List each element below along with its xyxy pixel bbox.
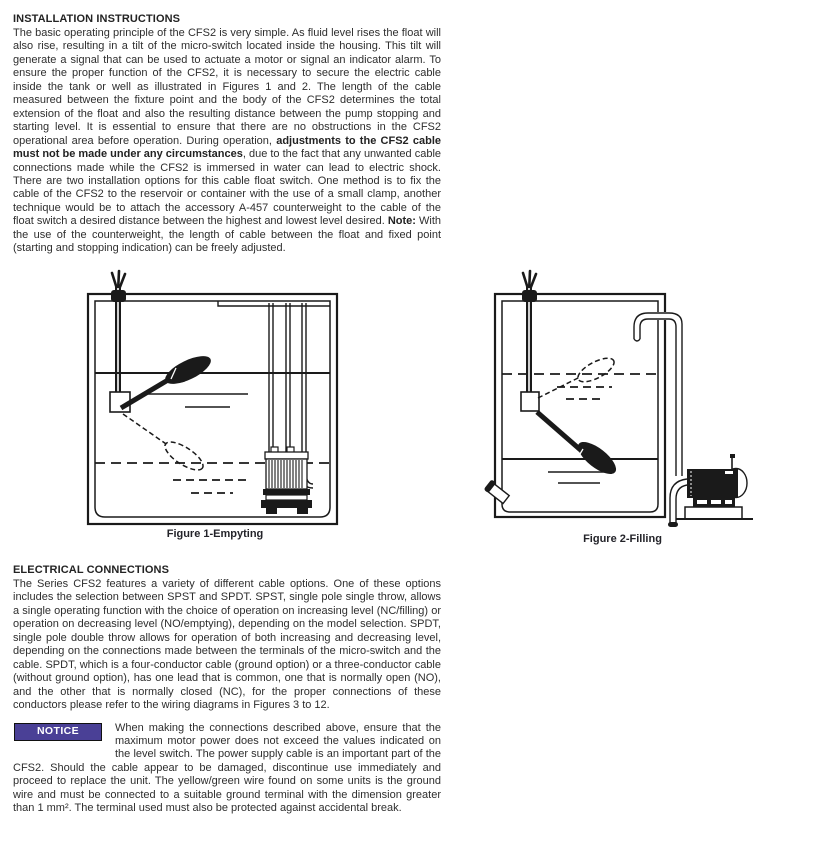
tank-emptying-diagram [85,268,345,526]
counterweight [521,392,539,411]
float-body-up-dashed [575,354,618,387]
notice-paragraph [13,722,441,816]
float-body-down-dashed [161,437,207,475]
float-body-up [161,351,214,390]
figure-2-filling [480,268,765,545]
installation-heading: INSTALLATION INSTRUCTIONS [13,13,181,25]
float-arm-down-dashed [123,414,169,446]
notice-text: When making the connections described above, ensure that the maximum motor power does not exceed the values indicated on the level switch. The power supply cable is an important part of the CFS2. Should the cable appear to be damaged, discontinue use immediately and proceed to replace the unit. The yellow/green wire found on some units is the ground wire and must be connected to a suitable ground terminal with the dimension greater than 1 mm². The terminal used must also be protected against accidental break. [13,721,441,815]
installation-paragraph: The basic operating principle of the CFS2 is very simple. As fluid level rises the float will also rise, resulting in a tilt of the micro-switch located inside the housing. This tilt will generate a signal that can be used to actuate a motor or signal an indicator alarm. To ensure the proper function of the CFS2, it is necessary to secure the electric cable inside the tank or well as illustrated in Figures 1 and 2. The length of the cable measured between the fixture point and the body of the CFS2 determines the total extension of the float and also the resulting distance between the pump stopping and starting level. It is essential to ensure that there are no obstructions in the CFS2 operational area before operation. During operation, adjustments to the CFS2 cable must not be made under any circumstances, due to the fact that any unwanted cable connections made while the CFS2 is immersed in water can lead to electric shock. There are two installation options for this cable float switch. One method is to fix the cable of the CFS2 to the reservoir or container with the use of a small clamp, another technique would be to attach the accessory A-457 counterweight to the cable of the float switch a desired distance between the highest and lowest level desired. Note: With the use of the counterweight, the length of cable between the float and fixed point (starting and stopping indication) can be freely adjusted. [13,27,442,255]
electrical-section [13,564,441,816]
outlet-spout [484,479,511,504]
external-pump-motor [676,454,753,519]
electrical-heading: ELECTRICAL CONNECTIONS [13,564,170,576]
float-arm-down [537,412,584,453]
figure-1-caption: Figure 1-Empyting [166,528,264,540]
electrical-paragraph: The Series CFS2 features a variety of different cable options. One of these options includes the selection between SPST and SPDT. SPST, single pole single throw, allows a single operating function with the choice of operation on increasing level (NC/filling) or operation on decreasing level (NO/emptying), depending on the model selection. SPDT, single pole double throw allows for operation of both increasing and decreasing level, depending on the connections made between the terminals of the micro-switch and the cable. SPDT, which is a four-conductor cable (ground option) or a three-conductor cable (without ground option), has one lead that is common, one that is normally open (NO), and the other that is normally closed (NC), for the proper connections of these conductors please refer to the wiring diagrams in Figures 3 to 12. [13,578,441,712]
tank-filling-diagram [480,268,765,531]
figure-1-emptying [85,268,345,540]
installation-section [13,13,441,256]
submersible-pump [261,447,312,514]
cable-clamp-icon [111,290,126,302]
cable-clamp-icon [522,290,537,302]
notice-badge: NOTICE [14,723,102,741]
figure-2-caption: Figure 2-Filling [583,533,662,545]
